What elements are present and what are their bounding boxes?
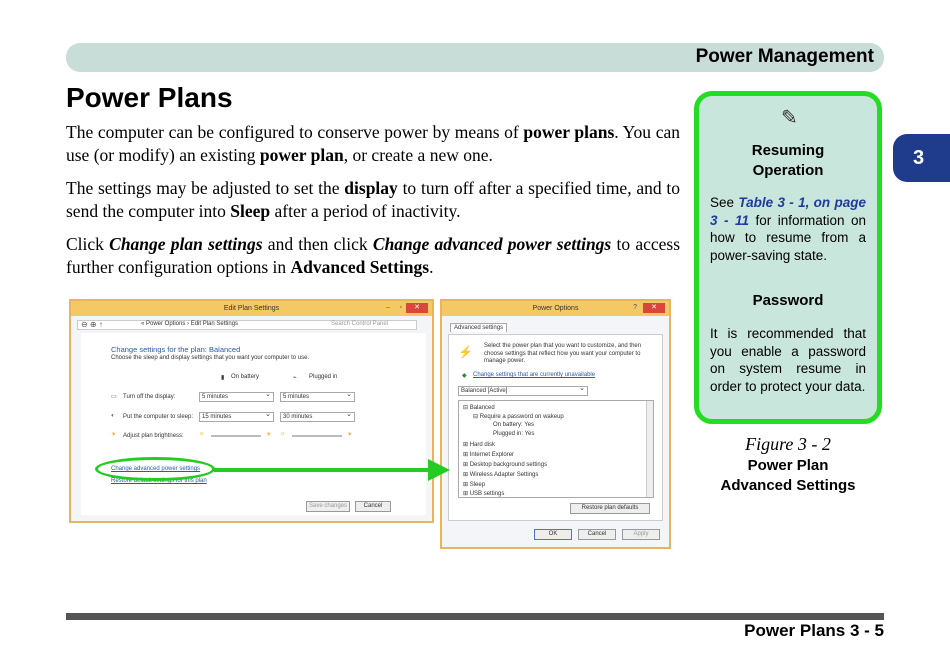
paragraph-display-sleep <box>66 177 680 223</box>
footer-page-label: Power Plans 3 - 5 <box>744 621 884 640</box>
restore-plan-defaults-button[interactable]: Restore plan defaults <box>570 503 650 514</box>
note-body-resuming <box>710 194 866 264</box>
ok-button[interactable]: OK <box>534 529 572 540</box>
text-run: The settings may be adjusted to set the <box>66 178 345 198</box>
power-options-window-title: Power Options <box>532 305 579 312</box>
battery-brightness-slider[interactable] <box>211 435 261 437</box>
plan-select[interactable]: Balanced [Active] ⌄ <box>458 386 588 396</box>
on-battery-label: On battery <box>231 374 260 380</box>
text-run: Click <box>66 234 110 254</box>
text-run: The computer can be configured to conserve power by means of <box>66 122 524 142</box>
text-run: , or create a new one. <box>343 145 493 165</box>
sleep-row-label: Put the computer to sleep: <box>123 414 194 420</box>
plan-heading: Change settings for the plan: Balanced <box>111 345 241 354</box>
cancel-button[interactable]: Cancel <box>355 501 391 512</box>
battery-icon: ▮ <box>221 375 225 381</box>
maximize-icon[interactable]: ▫ <box>399 304 402 311</box>
figure-caption <box>694 456 882 496</box>
note-body-post: for information on how to resume from a power-saving state. <box>710 212 866 263</box>
tree-item[interactable]: ⊞ Sleep <box>463 482 486 488</box>
text-run: display <box>344 178 398 198</box>
text-run: Change plan settings <box>109 234 263 254</box>
header-bar <box>66 43 884 72</box>
text-run: power plan <box>259 145 344 165</box>
close-icon[interactable]: ✕ <box>406 303 428 313</box>
brightness-high-icon: ☀ <box>266 432 272 438</box>
text-run: power plans <box>523 122 615 142</box>
tree-item[interactable]: ⊞ Internet Explorer <box>463 452 515 458</box>
sleep-plugged-select[interactable]: 30 minutes ⌄ <box>280 412 355 422</box>
power-plan-icon: ⚡ <box>458 345 473 359</box>
text-run: . <box>429 257 434 277</box>
sleep-battery-select[interactable]: 15 minutes ⌄ <box>199 412 274 422</box>
text-run: to access further configuration options in <box>66 234 681 277</box>
display-icon: ▭ <box>111 394 117 400</box>
edit-plan-content <box>81 333 426 515</box>
brightness-label: Adjust plan brightness: <box>123 433 184 439</box>
page-title: Power Plans <box>66 82 233 113</box>
note-heading-line2: Operation <box>752 162 824 179</box>
text-run: . You can use (or modify) an existing <box>66 122 680 165</box>
edit-plan-settings-screenshot <box>69 299 434 523</box>
edit-plan-window-title: Edit Plan Settings <box>223 305 280 312</box>
note-body-password: It is recommended that you enable a password on system resume in order to protect your data. <box>710 326 866 394</box>
tree-item[interactable]: ⊞ USB settings <box>463 491 505 497</box>
paragraph-change-settings <box>66 233 680 279</box>
plugged-brightness-slider[interactable] <box>292 435 342 437</box>
text-run: Advanced Settings <box>290 257 430 277</box>
power-options-intro: Select the power plan that you want to customize, and then choose settings that reflect how you want your computer to manage power. <box>484 343 642 364</box>
sleep-icon: ◐ <box>111 413 115 419</box>
search-input[interactable]: Search Control Panel <box>331 321 389 327</box>
change-advanced-link[interactable]: Change advanced power settings <box>111 466 201 472</box>
arrow-head-icon <box>428 459 450 481</box>
paragraph-power-plans <box>66 121 680 167</box>
figure-label: Figure 3 - 2 <box>745 434 831 454</box>
text-run: to turn off after a specified time, and to send the computer into <box>66 178 681 221</box>
tree-scrollbar[interactable] <box>646 401 653 497</box>
display-battery-select[interactable]: 5 minutes ⌄ <box>199 392 274 402</box>
restore-defaults-link[interactable]: Restore default settings for this plan <box>111 478 207 484</box>
text-run: and then click <box>262 234 373 254</box>
power-options-titlebar <box>442 301 669 316</box>
back-icon[interactable]: ⊖ ⊕ ↑ <box>81 320 103 329</box>
plugged-in-label: Plugged in <box>309 374 338 380</box>
tree-item[interactable]: ⊟ Require a password on wakeup <box>473 414 564 420</box>
text-run: Sleep <box>230 201 271 221</box>
figure-caption-line1: Power Plan <box>747 457 829 474</box>
tree-item[interactable]: ⊟ Balanced <box>463 405 495 411</box>
note-body-pre: See <box>710 195 739 210</box>
note-heading-resuming <box>699 141 877 181</box>
brightness-icon: ☀ <box>111 432 117 438</box>
edit-plan-titlebar <box>71 301 432 316</box>
minimize-icon[interactable]: – <box>386 304 390 311</box>
table-reference-link[interactable]: Table 3 - 1, on page 3 - 11 <box>710 195 867 228</box>
brightness-low-icon: ☼ <box>199 431 205 437</box>
power-options-screenshot <box>440 299 671 549</box>
brightness-low-icon-2: ☼ <box>280 431 286 437</box>
cancel-button[interactable]: Cancel <box>578 529 616 540</box>
close-icon[interactable]: ✕ <box>643 303 665 313</box>
chapter-tab[interactable]: 3 <box>893 134 950 182</box>
display-plugged-select[interactable]: 5 minutes ⌄ <box>280 392 355 402</box>
text-run: after a period of inactivity. <box>270 201 461 221</box>
tree-item[interactable]: Plugged in: Yes <box>493 431 535 437</box>
arrow-line <box>214 468 434 472</box>
note-heading-line1: Resuming <box>751 142 825 159</box>
tree-item[interactable]: ⊞ Hard disk <box>463 442 496 448</box>
note-box <box>694 91 882 424</box>
text-run: Change advanced power settings <box>372 234 612 254</box>
highlight-oval <box>95 457 215 481</box>
note-heading-password: Password <box>752 292 824 309</box>
pencil-icon: ✎ <box>781 107 798 129</box>
help-icon[interactable]: ? <box>633 304 637 311</box>
footer-line <box>66 613 884 620</box>
settings-tree <box>458 400 654 498</box>
figure-caption-line2: Advanced Settings <box>720 477 856 494</box>
plan-subheading: Choose the sleep and display settings that you want your computer to use. <box>111 355 310 361</box>
apply-button[interactable]: Apply <box>622 529 660 540</box>
header-title: Power Management <box>695 46 874 67</box>
save-changes-button[interactable]: Save changes <box>306 501 350 512</box>
display-row-label: Turn off the display: <box>123 394 176 400</box>
plug-icon: ⌁ <box>293 375 297 381</box>
tree-item[interactable]: On battery: Yes <box>493 422 535 428</box>
address-text: « Power Options › Edit Plan Settings <box>141 321 239 327</box>
tree-item[interactable]: ⊞ Desktop background settings <box>463 462 548 468</box>
brightness-high-icon-2: ☀ <box>347 432 353 438</box>
change-unavailable-link[interactable]: Change settings that are currently unavailable <box>473 372 596 378</box>
tab-advanced-settings[interactable]: Advanced settings <box>450 323 507 332</box>
tree-item[interactable]: ⊞ Wireless Adapter Settings <box>463 472 539 478</box>
shield-icon: ◆ <box>462 373 467 379</box>
